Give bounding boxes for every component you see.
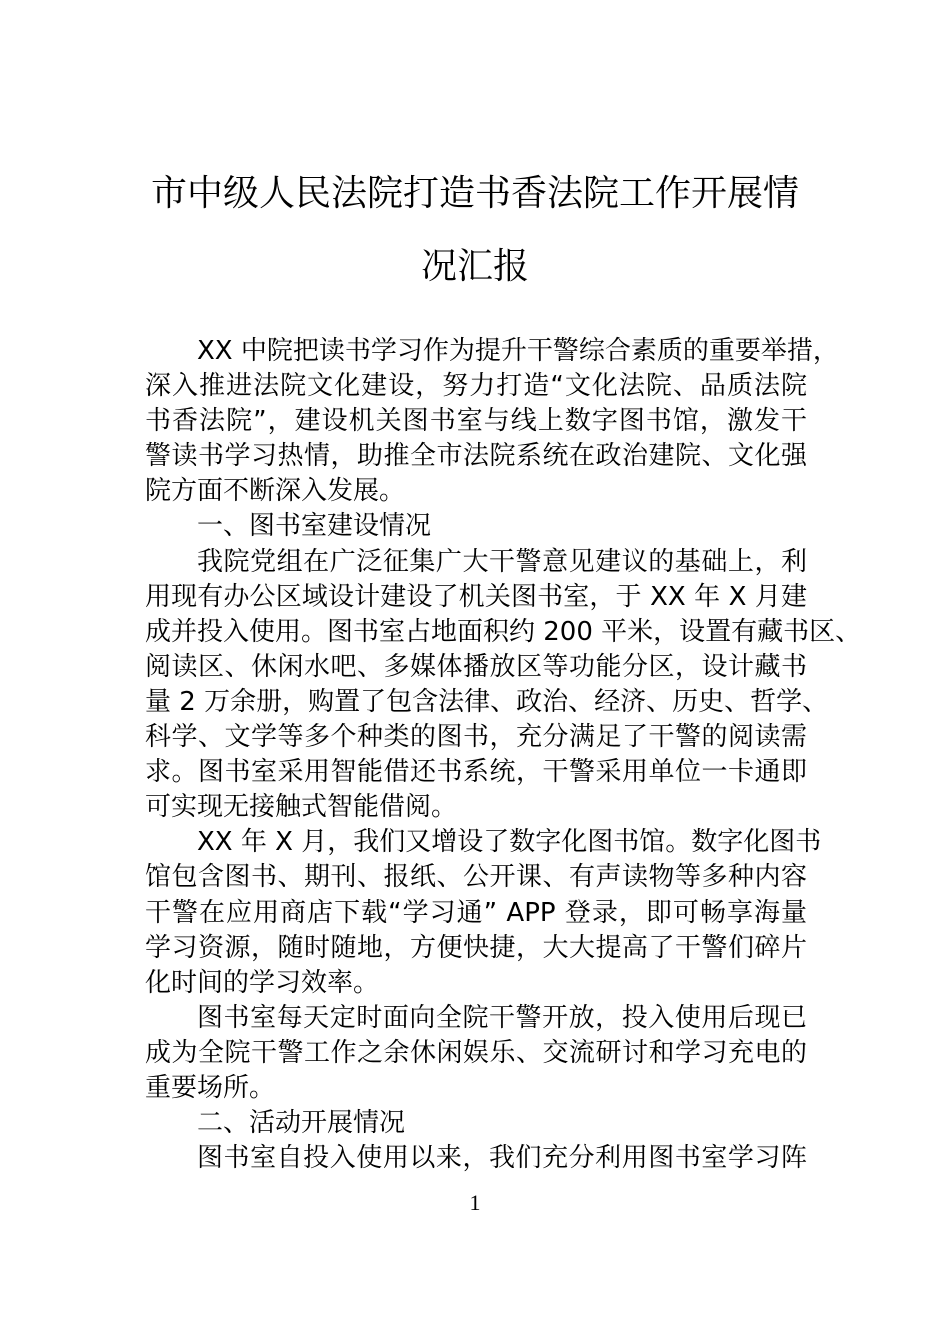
body-text-line: 馆包含图书、期刊、报纸、公开课、有声读物等多种内容 (145, 862, 807, 893)
body-text-line: 图书室每天定时面向全院干警开放，投入使用后现已 (197, 1002, 807, 1033)
body-text-line: XX 中院把读书学习作为提升干警综合素质的重要举措， (197, 336, 839, 366)
body-text-line: 二、活动开展情况 (197, 1108, 406, 1139)
body-text-line: 重要场所。 (145, 1072, 276, 1103)
body-text-line: 化时间的学习效率。 (145, 967, 380, 998)
body-text-line: 院方面不断深入发展。 (145, 476, 406, 507)
body-text-line: XX 年 X 月，我们又增设了数字化图书馆。数字化图书 (197, 827, 822, 858)
body-text-line: 学习资源，随时随地，方便快捷，大大提高了干警们碎片 (145, 932, 807, 963)
body-text-line: 科学、文学等多个种类的图书，充分满足了干警的阅读需 (145, 722, 807, 753)
body-text-line: 可实现无接触式智能借阅。 (145, 792, 458, 823)
body-text-line: 深入推进法院文化建设，努力打造“文化法院、品质法院 (145, 371, 807, 402)
body-text-line: 量 2 万余册，购置了包含法律、政治、经济、历史、哲学、 (145, 686, 829, 717)
body-text-line: 书香法院”，建设机关图书室与线上数字图书馆，激发干 (145, 406, 807, 437)
body-text-line: 成并投入使用。图书室占地面积约 200 平米，设置有藏书区、 (145, 616, 862, 647)
document-title-line-1: 市中级人民法院打造书香法院工作开展情 (150, 173, 799, 214)
page-number: 1 (469, 1190, 481, 1215)
body-text-line: 警读书学习热情，助推全市法院系统在政治建院、文化强 (145, 441, 807, 472)
body-text-line: 图书室自投入使用以来，我们充分利用图书室学习阵 (197, 1143, 807, 1174)
body-text-line: 一、图书室建设情况 (197, 511, 432, 542)
body-text-line: 用现有办公区域设计建设了机关图书室，于 XX 年 X 月建 (145, 581, 807, 612)
body-text-line: 求。图书室采用智能借还书系统，干警采用单位一卡通即 (145, 757, 807, 788)
body-text-line: 成为全院干警工作之余休闲娱乐、交流研讨和学习充电的 (145, 1037, 807, 1068)
document-body (145, 334, 862, 1176)
document-title-line-2: 况汇报 (420, 246, 529, 287)
body-text-line: 我院党组在广泛征集广大干警意见建议的基础上，利 (197, 546, 807, 577)
body-text-line: 阅读区、休闲水吧、多媒体播放区等功能分区，设计藏书 (145, 651, 807, 682)
body-text-line: 干警在应用商店下载“学习通” APP 登录，即可畅享海量 (145, 897, 807, 928)
